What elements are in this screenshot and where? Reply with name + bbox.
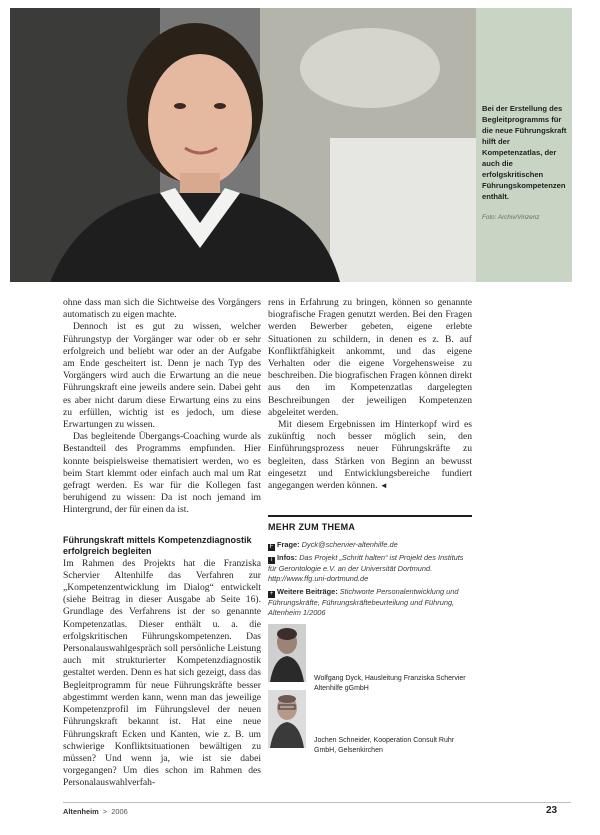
mehr-item-infos — [268, 553, 472, 585]
question-icon: F — [269, 544, 274, 550]
article-column-2 — [268, 297, 472, 492]
mehr-item-frage — [268, 540, 472, 551]
info-icon: i — [268, 557, 275, 564]
mehr-zum-thema-list — [268, 540, 472, 621]
paragraph: Das begleitende Übergangs-Coaching wurde als Bestandteil des Programms empfunden. Hier konnte beispielsweise thematisiert werden, wo es beim Start klemmt oder einfach auch mal um Rat gefragt werden. Es war für die Kollegen fast beruhigend zu wissen: Da ist noch jemand im Hintergrund, der für einen da ist. — [63, 431, 261, 516]
paragraph: ohne dass man sich die Sichtweise des Vorgängers automatisch zu eigen machte. — [63, 297, 261, 321]
article-column-1 — [63, 297, 261, 790]
page-number: 23 — [546, 805, 558, 816]
end-mark-icon: ◄ — [379, 481, 388, 491]
mehr-item-label: Infos: — [277, 553, 298, 562]
paragraph — [268, 419, 472, 492]
mehr-item-label: Frage: — [277, 540, 300, 549]
footer-publication: Altenheim > 2006 — [63, 807, 128, 816]
photo-caption: Bei der Erstellung des Begleitprogramms für die neue Führungskraft hilft der Kompetenzatlas, der auch die erfolgskritischen Führungskompetenzen enthält. — [482, 104, 567, 201]
section-subheading: Führungskraft mittels Kompetenzdiagnostik erfolgreich begleiten — [63, 534, 252, 557]
mehr-zum-thema-heading: MEHR ZUM THEMA — [268, 522, 356, 532]
plus-icon: + — [269, 590, 274, 597]
issue-year: 2006 — [111, 807, 128, 816]
photo-credit: Foto: Archiv/Vinzenz — [482, 214, 540, 221]
hero-photo — [10, 8, 476, 282]
mehr-divider — [268, 515, 472, 517]
related-articles-text: Stichworte Personalentwicklung und Führungskräfte, Führungskräftebeurteilung und Führung, Altenheim 1/2006 — [268, 586, 459, 618]
info-text: Das Projekt „Schritt halten“ ist Projekt des Instituts für Gerontologie e.V. an der Universität Dortmund. http://www.ffg.uni-dortmund.de — [268, 553, 464, 584]
paragraph: Im Rahmen des Projekts hat die Franziska Schervier Altenhilfe das Verfahren zur „Kompetenzentwicklung im Dialog“ entwickelt (siehe Beitrag in dieser Ausgabe ab Seite 16). Grundlage des Verfahrens ist der so genannte Kompetenzatlas. Dieser enthält u. a. die erfolgskritischen Führungskompetenzen. Das Personalauswahlgespräch soll persönliche Leistung auch mit strukturierter Kompetenzdiagnostik gestaltet werden. Denn es hat sich gezeigt, dass das Begleitprogramm für neue Führungskräfte besser abgestimmt werden kann, wenn man das jeweilige Kompetenzprofil im Führungslevel der neuen Führungskraft bekannt ist. Hat eine neue Führungskraft Ecken und Kanten, wie z. B. um schwierige Konfliktsituationen bewältigen zu müssen? Und wenn ja, wie ist sie dabei vorgegangen? Um dies schon im Rahmen des Personalauswahlverfah- — [63, 557, 261, 789]
footer-rule — [63, 802, 571, 803]
paragraph: Dennoch ist es gut zu wissen, welcher Führungstyp der Vorgänger war oder ob er sehr erfolgreich und beliebt war oder an der Aufgabe am Ende gescheitert ist. Denn je nach Typ des Vorgängers wird auch die Erwartung an die neue Führungskraft eine jeweils andere sein. Dabei geht es aber nicht darum diese Erwartung eins zu eins zu erfüllen, wichtig ist es jedoch, um diese Erwartungen zu wissen. — [63, 321, 261, 431]
paragraph-text: Mit diesem Ergebnissen im Hinterkopf wird es zukünftig noch besser möglich sein, den Einführungsprozess neuer Führungskräfte zu begleiten, dass Stärken von Beginn an bewusst eingesetzt und Entwicklungsbereiche fundiert angegangen werden können. — [268, 419, 472, 492]
mehr-item-beitraege — [268, 587, 472, 619]
woman-portrait-image — [10, 8, 476, 282]
author-photo-schneider — [268, 690, 306, 748]
publication-name: Altenheim — [63, 807, 99, 816]
author-caption-schneider: Jochen Schneider, Kooperation Consult Ruhr GmbH, Gelsenkirchen — [314, 737, 455, 754]
paragraph: rens in Erfahrung zu bringen, können so genannte biografische Fragen genutzt werden. Bei den Fragen werden Bewerber gebeten, eigene erlebte Situationen zu schildern, in denen es z. B. auf Konfliktfähigkeit ankommt, und das eigene Verhalten oder die eigene Vorgehensweise zu beschreiben. Die biografischen Fragen können direkt aus den im Kompetenzatlas dargelegten Beschreibungen der jeweiligen Kompetenzen abgeleitet werden. — [268, 297, 472, 418]
author-caption-dyck: Wolfgang Dyck, Hausleitung Franziska Schervier Altenhilfe gGmbH — [314, 675, 466, 692]
author-photo-dyck — [268, 624, 306, 682]
email-link[interactable]: Dyck@schervier-altenhilfe.de — [301, 540, 398, 549]
mehr-item-label: Weitere Beiträge: — [277, 586, 338, 596]
